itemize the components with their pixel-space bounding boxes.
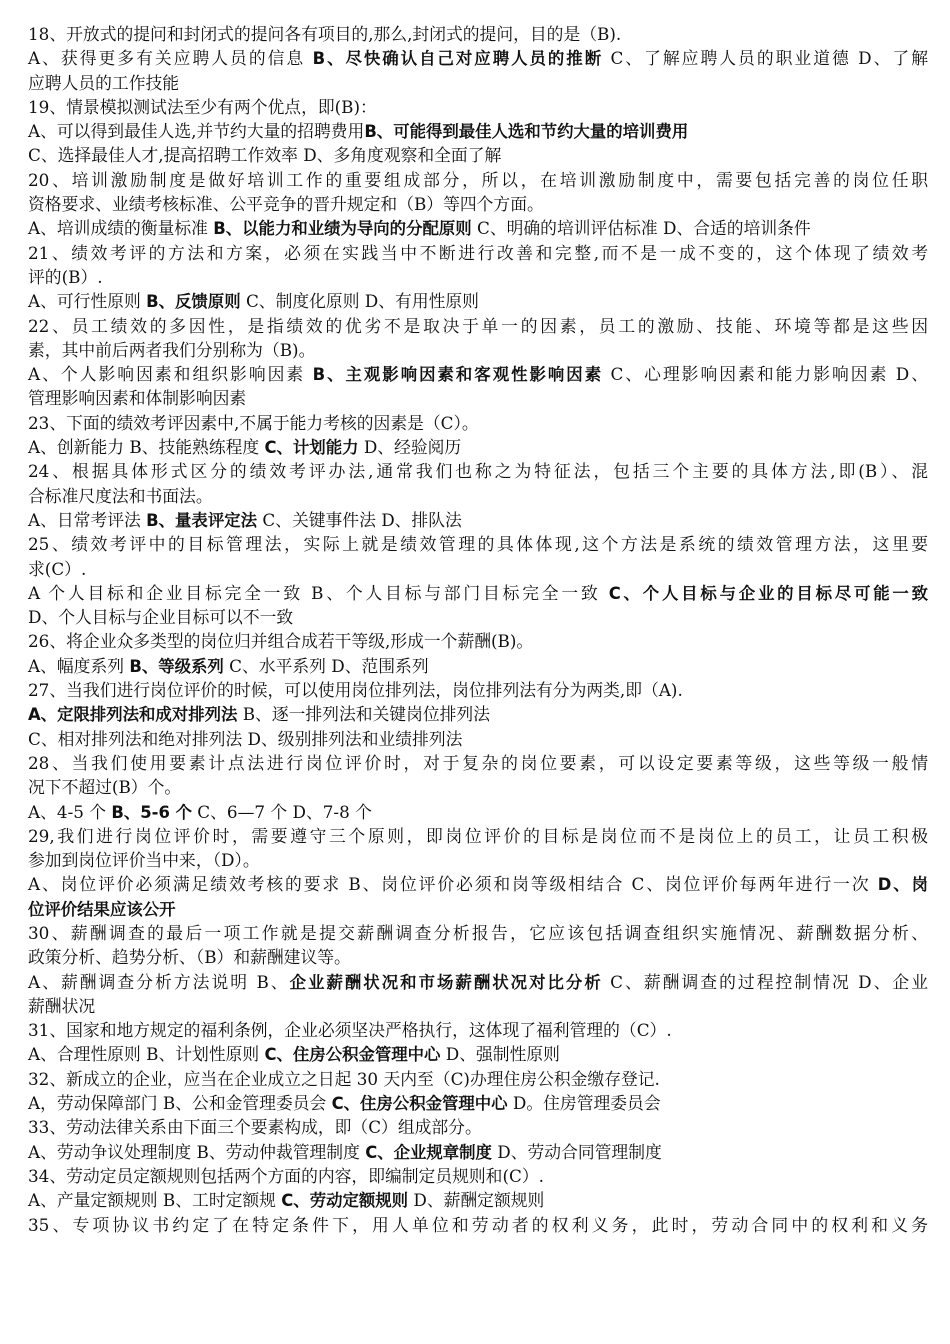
text-segment: A、产量定额规则 B、工时定额规 <box>28 1190 282 1211</box>
text-segment: 23、下面的绩效考评因素中,不属于能力考核的因素是（C）。 <box>28 412 479 433</box>
text-line <box>28 1115 928 1139</box>
text-line <box>28 654 928 678</box>
text-segment: 求(C）. <box>28 558 87 579</box>
text-segment: 28、当我们使用要素计点法进行岗位评价时，对于复杂的岗位要素，可以设定要素等级，这些等级一般情 <box>28 752 928 773</box>
text-line <box>28 362 928 386</box>
text-segment: 30、薪酬调查的最后一项工作就是提交薪酬调查分析报告，它应该包括调查组织实施情况、薪酬数据分析、 <box>28 922 928 943</box>
text-line <box>28 1188 928 1212</box>
text-segment: C、明确的培训评估标准 D、合适的培训条件 <box>471 218 811 239</box>
text-segment: C、了解应聘人员的职业道德 D、了解 <box>603 48 928 69</box>
text-line <box>28 508 928 532</box>
text-segment: A、创新能力 B、技能熟练程度 <box>28 437 265 458</box>
text-line <box>28 338 928 362</box>
text-line <box>28 411 928 435</box>
text-segment: A，劳动保障部门 B、公和金管理委员会 <box>28 1093 332 1114</box>
text-line <box>28 848 928 872</box>
text-line <box>28 751 928 775</box>
text-segment: C、薪酬调查的过程控制情况 D、企业 <box>602 971 929 992</box>
text-segment: A、日常考评法 <box>28 509 147 530</box>
text-line <box>28 314 928 338</box>
answer-text: B、可能得到最佳人选和节约大量的培训费用 <box>364 122 689 142</box>
text-segment: A、培训成绩的衡量标准 <box>28 218 214 239</box>
answer-text: A、定限排列法和成对排列法 <box>28 705 238 725</box>
text-segment: 薪酬状况 <box>28 995 96 1016</box>
text-segment: A、幅度系列 <box>28 655 130 676</box>
text-segment: 19、情景模拟测试法至少有两个优点，即(B)： <box>28 96 377 117</box>
text-line <box>28 800 928 824</box>
answer-text: C、企业规章制度 <box>365 1142 492 1162</box>
text-line <box>28 775 928 799</box>
text-segment: D、强制性原则 <box>440 1044 560 1065</box>
text-segment: A、个人影响因素和组织影响因素 <box>28 364 313 385</box>
text-line <box>28 46 928 70</box>
text-segment: D、薪酬定额规则 <box>408 1190 545 1211</box>
text-segment: A、岗位评价必须满足绩效考核的要求 B、岗位评价必须和岗等级相结合 C、岗位评价每两年进行一次 <box>28 874 878 895</box>
answer-text: B、以能力和业绩为导向的分配原则 <box>213 219 472 239</box>
answer-text: 位评价结果应该公开 <box>28 899 176 919</box>
text-line <box>28 22 928 46</box>
text-line <box>28 1042 928 1066</box>
text-line <box>28 168 928 192</box>
text-segment: A、获得更多有关应聘人员的信息 <box>28 48 313 69</box>
text-line <box>28 143 928 167</box>
text-segment: 29,我们进行岗位评价时，需要遵守三个原则，即岗位评价的目标是岗位而不是岗位上的员工，让员工积极 <box>28 825 928 846</box>
answer-text: B、等级系列 <box>129 656 224 676</box>
text-segment: 22、员工绩效的多因性，是指绩效的优劣不是取决于单一的因素，员工的激励、技能、环境等都是这些因 <box>28 315 928 336</box>
text-segment: A 个人目标和企业目标完全一致 B、个人目标与部门目标完全一致 <box>28 582 609 603</box>
text-segment: 26、将企业众多类型的岗位归并组合成若干等级,形成一个薪酬(B)。 <box>28 631 534 652</box>
text-segment: A、合理性原则 B、计划性原则 <box>28 1044 265 1065</box>
answer-text: B、主观影响因素和客观性影响因素 <box>312 365 604 385</box>
text-line <box>28 945 928 969</box>
text-segment: D。住房管理委员会 <box>507 1093 661 1114</box>
text-line <box>28 605 928 629</box>
answer-text: B、5-6 个 <box>111 802 192 822</box>
text-segment: C、水平系列 D、范围系列 <box>223 655 429 676</box>
text-line <box>28 386 928 410</box>
text-segment: 素，其中前后两者我们分别称为（B)。 <box>28 339 316 360</box>
text-segment: 应聘人员的工作技能 <box>28 72 180 93</box>
answer-text: C、个人目标与企业的目标尽可能一致 <box>608 583 928 603</box>
text-line <box>28 71 928 95</box>
text-line <box>28 678 928 702</box>
text-line <box>28 824 928 848</box>
text-segment: 管理影响因素和体制影响因素 <box>28 388 247 409</box>
text-segment: 33、劳动法律关系由下面三个要素构成，即（C）组成部分。 <box>28 1117 482 1138</box>
text-line <box>28 629 928 653</box>
text-segment: 参加到岗位评价当中来，（D）。 <box>28 850 260 871</box>
text-segment: 18、开放式的提问和封闭式的提问各有项目的,那么,封闭式的提问，目的是（B). <box>28 24 622 44</box>
text-segment: C、心理影响因素和能力影响因素 D、 <box>603 364 928 385</box>
text-line <box>28 289 928 313</box>
answer-text: B、尽快确认自己对应聘人员的推断 <box>312 49 604 69</box>
text-segment: C、6—7 个 D、7-8 个 <box>191 801 372 822</box>
text-line <box>28 1213 928 1237</box>
text-line <box>28 872 928 896</box>
text-segment: 35、专项协议书约定了在特定条件下，用人单位和劳动者的权利义务，此时，劳动合同中的权利和义务 <box>28 1214 928 1235</box>
text-line <box>28 192 928 216</box>
text-line <box>28 994 928 1018</box>
text-segment: 21、绩效考评的方法和方案，必须在实践当中不断进行改善和完整,而不是一成不变的，这个体现了绩效考 <box>28 242 928 263</box>
text-segment: 政策分析、趋势分析、（B）和薪酬建议等。 <box>28 947 351 968</box>
text-line <box>28 581 928 605</box>
text-line <box>28 921 928 945</box>
answer-text: B、反馈原则 <box>146 292 241 312</box>
text-segment: D、经验阅历 <box>358 437 462 458</box>
answer-text: B、量表评定法 <box>146 510 257 530</box>
text-segment: C、制度化原则 D、有用性原则 <box>240 291 479 312</box>
text-segment: 评的(B）. <box>28 266 103 287</box>
text-segment: A、劳动争议处理制度 B、劳动仲裁管理制度 <box>28 1141 366 1162</box>
text-segment: B、逐一排列法和关键岗位排列法 <box>237 704 490 725</box>
answer-text: 企业薪酬状况和市场薪酬状况对比分析 <box>289 972 603 992</box>
text-line <box>28 1091 928 1115</box>
text-line <box>28 897 928 921</box>
text-segment: 25、绩效考评中的目标管理法，实际上就是绩效管理的具体体现,这个方法是系统的绩效管理方法，这里要 <box>28 534 928 555</box>
text-line <box>28 1018 928 1042</box>
text-segment: 32、新成立的企业，应当在企业成立之日起 30 天内至（C)办理住房公积金缴存登记. <box>28 1068 660 1089</box>
text-line <box>28 241 928 265</box>
text-segment: C、相对排列法和绝对排列法 D、级别排列法和业绩排列法 <box>28 728 463 749</box>
answer-text: D、岗 <box>877 875 929 895</box>
answer-text: C、劳动定额规则 <box>281 1191 409 1211</box>
text-segment: C、选择最佳人才,提高招聘工作效率 D、多角度观察和全面了解 <box>28 145 502 166</box>
text-segment: 资格要求、业绩考核标准、公平竞争的晋升规定和（B）等四个方面。 <box>28 194 544 215</box>
text-line <box>28 119 928 143</box>
text-segment: D、劳动合同管理制度 <box>491 1141 662 1162</box>
text-line <box>28 1164 928 1188</box>
text-line <box>28 484 928 508</box>
answer-text: C、计划能力 <box>264 438 359 458</box>
text-line <box>28 95 928 119</box>
text-segment: D、个人目标与企业目标可以不一致 <box>28 607 294 628</box>
text-segment: A、4-5 个 <box>28 801 112 822</box>
text-line <box>28 727 928 751</box>
text-line <box>28 702 928 726</box>
text-line <box>28 557 928 581</box>
text-segment: 况下不超过(B）个。 <box>28 777 182 798</box>
text-line <box>28 265 928 289</box>
text-line <box>28 1067 928 1091</box>
answer-text: C、住房公积金管理中心 <box>264 1045 441 1065</box>
text-segment: A、可以得到最佳人选,并节约大量的招聘费用 <box>28 121 365 142</box>
text-segment: 31、国家和地方规定的福利条例，企业必须坚决严格执行，这体现了福利管理的（C）. <box>28 1020 672 1041</box>
text-segment: C、关键事件法 D、排队法 <box>257 509 462 530</box>
text-line <box>28 459 928 483</box>
text-line <box>28 216 928 240</box>
text-line <box>28 970 928 994</box>
text-segment: A、可行性原则 <box>28 291 147 312</box>
text-segment: 34、劳动定员定额规则包括两个方面的内容，即编制定员规则和(C）. <box>28 1165 544 1186</box>
text-line <box>28 532 928 556</box>
text-line <box>28 435 928 459</box>
text-segment: A、薪酬调查分析方法说明 B、 <box>28 971 290 992</box>
answer-text: C、住房公积金管理中心 <box>331 1094 508 1114</box>
text-segment: 27、当我们进行岗位评价的时候，可以使用岗位排列法，岗位排列法有分为两类,即（A). <box>28 680 683 701</box>
text-line <box>28 1140 928 1164</box>
text-segment: 20、培训激励制度是做好培训工作的重要组成部分，所以，在培训激励制度中，需要包括完善的岗位任职 <box>28 169 928 190</box>
text-segment: 24、根据具体形式区分的绩效考评办法,通常我们也称之为特征法，包括三个主要的具体方法,即(B）、混 <box>28 461 928 482</box>
text-segment: 合标准尺度法和书面法。 <box>28 485 213 506</box>
